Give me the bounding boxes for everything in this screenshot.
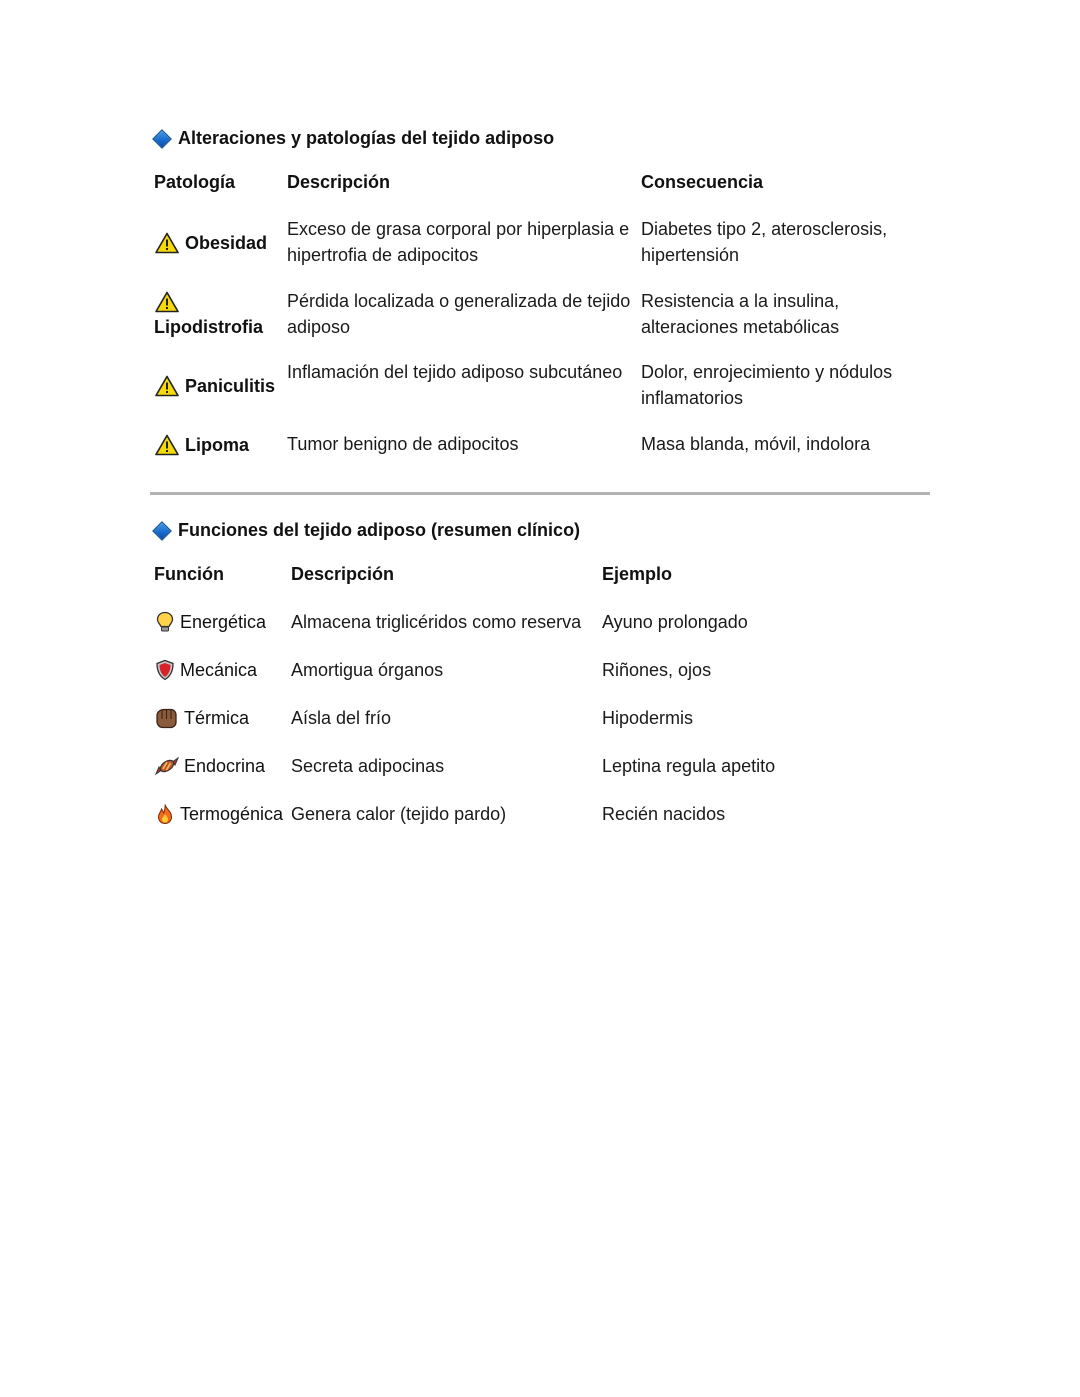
pathology-description: Inflamación del tejido adiposo subcutáneo — [287, 362, 623, 382]
lightbulb-icon — [154, 611, 176, 633]
pathologies-header-consequence: Consecuencia — [641, 172, 764, 192]
function-description: Secreta adipocinas — [291, 756, 445, 776]
pathology-consequence: Masa blanda, móvil, indolora — [641, 434, 871, 454]
function-description: Genera calor (tejido pardo) — [291, 804, 507, 824]
function-description: Aísla del frío — [291, 708, 392, 728]
pathology-name-lipoma: Lipoma — [155, 432, 249, 458]
warning-icon — [155, 434, 179, 456]
blue-diamond-icon — [152, 521, 172, 541]
functions-section-title: Funciones del tejido adiposo (resumen clínico) — [150, 520, 580, 541]
function-description: Almacena triglicéridos como reserva — [291, 612, 582, 632]
function-name-mecanica: Mecánica — [154, 657, 257, 683]
pathology-description: Tumor benigno de adipocitos — [287, 434, 519, 454]
warning-icon — [155, 232, 179, 254]
functions-header-example: Ejemplo — [602, 564, 673, 584]
blue-diamond-icon — [152, 129, 172, 149]
function-example: Leptina regula apetito — [602, 756, 776, 776]
function-example: Hipodermis — [602, 708, 694, 728]
pathology-consequence: Diabetes tipo 2, aterosclerosis, hipertensión — [641, 219, 888, 265]
glove-icon — [154, 707, 180, 729]
section-divider — [150, 492, 930, 495]
pathology-description: Exceso de grasa corporal por hiperplasia e hipertrofia de adipocitos — [287, 219, 630, 265]
shield-icon — [154, 659, 176, 681]
pathology-consequence: Resistencia a la insulina, alteraciones metabólicas — [641, 291, 840, 337]
functions-header-function: Función — [154, 564, 224, 584]
pathologies-header-pathology: Patología — [154, 172, 236, 192]
warning-icon — [155, 291, 179, 313]
function-description: Amortigua órganos — [291, 660, 444, 680]
pathology-description: Pérdida localizada o generalizada de tejido adiposo — [287, 291, 631, 337]
warning-icon — [155, 375, 179, 397]
function-example: Ayuno prolongado — [602, 612, 748, 632]
pathologies-section-title: Alteraciones y patologías del tejido adiposo — [150, 128, 554, 149]
fire-icon — [154, 803, 176, 825]
functions-header-description: Descripción — [291, 564, 395, 584]
function-name-energetica: Energética — [154, 609, 266, 635]
pathology-name-lipodistrofia: Lipodistrofia — [154, 317, 263, 337]
pathology-name-paniculitis: Paniculitis — [155, 373, 275, 399]
pathology-consequence: Dolor, enrojecimiento y nódulos inflamatorios — [641, 362, 893, 408]
candy-icon — [154, 755, 180, 777]
function-name-termogenica: Termogénica — [154, 801, 283, 827]
function-name-endocrina: Endocrina — [154, 753, 265, 779]
pathologies-header-description: Descripción — [287, 172, 391, 192]
function-example: Recién nacidos — [602, 804, 726, 824]
pathology-name-obesidad: Obesidad — [155, 230, 267, 256]
function-name-termica: Térmica — [154, 705, 249, 731]
function-example: Riñones, ojos — [602, 660, 712, 680]
